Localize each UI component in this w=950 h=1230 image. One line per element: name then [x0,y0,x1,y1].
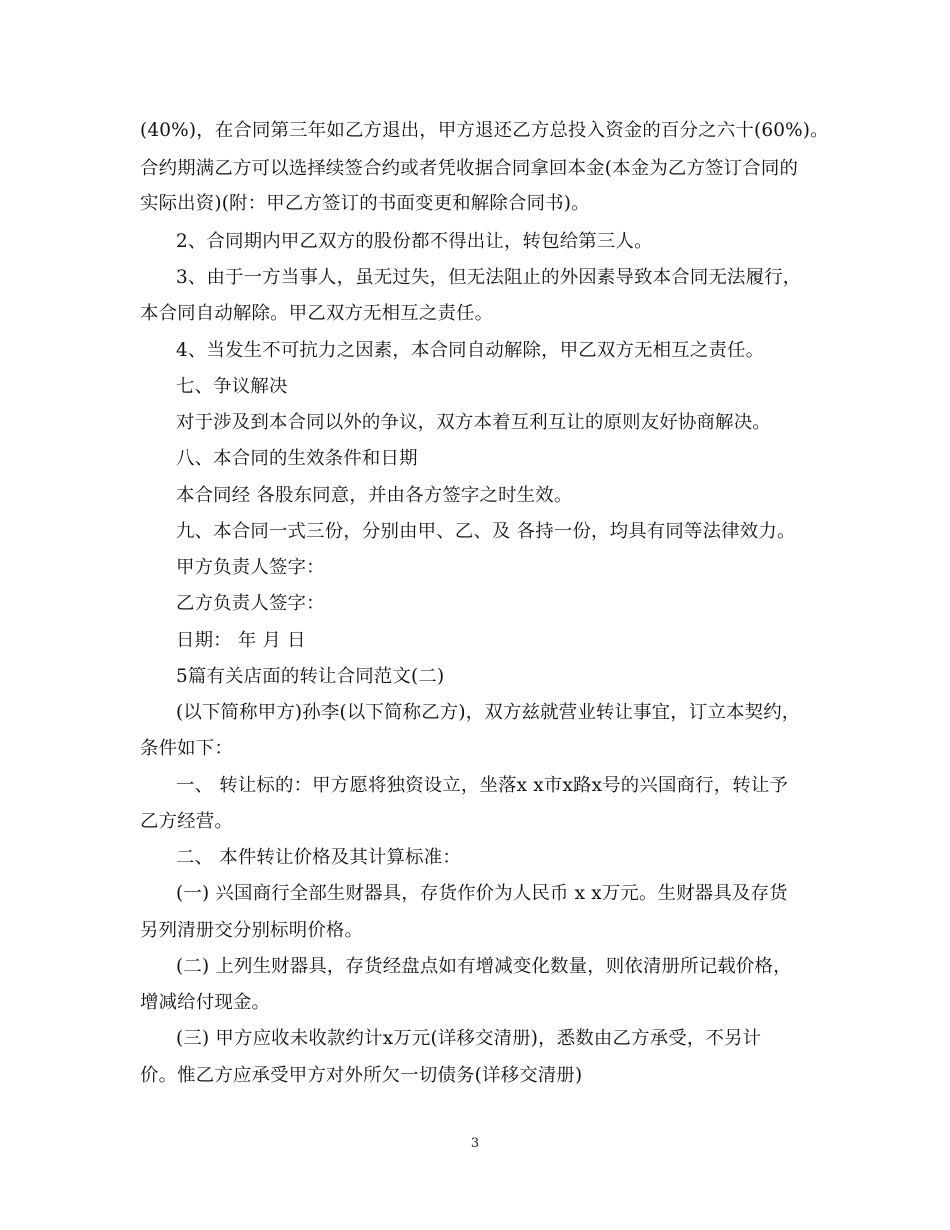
text-line: 二、 本件转让价格及其计算标准： [176,847,461,868]
text-line: 条件如下： [140,738,233,759]
text-line: (以下简称甲方)孙李(以下简称乙方)，双方兹就营业转让事宜，订立本契约， [176,702,801,723]
section-heading: 七、争议解决 [176,376,288,397]
text-line: (二) 上列生财器具，存货经盘点如有增减变化数量，则依清册所记载价格， [176,956,792,977]
text-line: 对于涉及到本合同以外的争议，双方本着互利互让的原则友好协商解决。 [176,412,771,433]
text-line: 本合同经 各股东同意，并由各方签字之时生效。 [176,485,573,506]
text-line: (40%)，在合同第三年如乙方退出，甲方退还乙方总投入资金的百分之六十(60%)。 [140,120,829,141]
document-subtitle: 5篇有关店面的转让合同范文(二) [176,666,445,687]
text-line: 3、由于一方当事人，虽无过失，但无法阻止的外因素导致本合同无法履行， [176,267,802,288]
section-heading: 八、本合同的生效条件和日期 [176,448,418,469]
text-line: 本合同自动解除。甲乙双方无相互之责任。 [140,303,494,324]
text-line: 另列清册交分别标明价格。 [140,920,364,941]
text-line: 实际出资)(附：甲乙方签订的书面变更和解除合同书)。 [140,193,590,214]
text-line: 九、本合同一式三份，分别由甲、乙、及 各持一份，均具有同等法律效力。 [176,521,796,542]
text-line: 价。惟乙方应承受甲方对外所欠一切债务(详移交清册) [140,1065,583,1086]
text-line: 一、 转让标的：甲方愿将独资设立，坐落x x市x路x号的兴国商行，转让予 [176,775,789,796]
text-line: 2、合同期内甲乙双方的股份都不得出让，转包给第三人。 [176,231,653,252]
text-line: 4、当发生不可抗力之因素，本合同自动解除，甲乙双方无相互之责任。 [176,340,765,361]
text-line: (一) 兴国商行全部生财器具，存货作价为人民币 x x万元。生财器具及存货 [176,883,788,904]
text-line: (三) 甲方应收未收款约计x万元(详移交清册)，悉数由乙方承受，不另计 [176,1028,762,1049]
page-number: 3 [470,1136,480,1151]
text-line: 合约期满乙方可以选择续签合约或者凭收据合同拿回本金(本金为乙方签订合同的 [140,158,799,179]
date-line: 日期： 年 月 日 [176,630,306,651]
signature-line: 甲方负责人签字： [176,557,325,578]
text-line: 增减给付现金。 [140,992,271,1013]
signature-line: 乙方负责人签字： [176,593,325,614]
text-line: 乙方经营。 [140,811,233,832]
